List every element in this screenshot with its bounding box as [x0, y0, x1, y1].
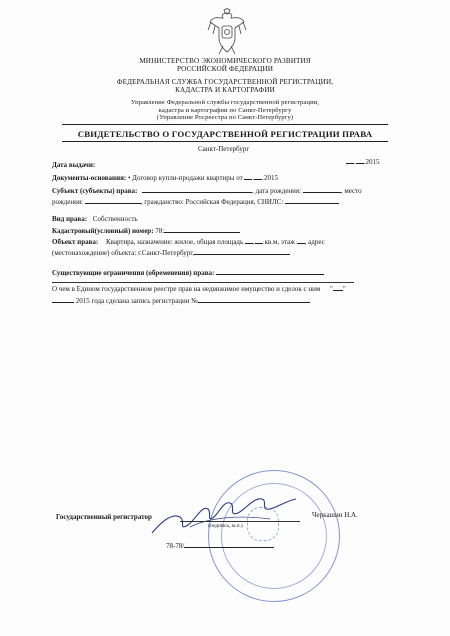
birth-date-label: , дата рождения: [252, 187, 302, 195]
restrictions-label: Существующие ограничения (обременения) права: [52, 269, 215, 277]
object-location: (местонахождение) объекта: г.Санкт-Петербург, [52, 249, 195, 257]
object-area-unit: кв.м, этаж [264, 238, 295, 246]
cadastral-label: Кадастровый(условный) номер: [52, 227, 154, 235]
subject-row [52, 186, 362, 196]
office-line-2: кадастра и картографии по Санкт-Петербургу [158, 107, 292, 114]
object-row-2 [52, 248, 290, 258]
documents-value: • Договор купли-продажи квартиры от [127, 174, 243, 182]
registration-number [166, 541, 274, 551]
subject-label: Субъект (субъекты) права: [52, 187, 138, 195]
coat-of-arms-emblem [205, 8, 249, 56]
office-line-1: Управление Федеральной службы государственной регистрации, [130, 99, 320, 106]
object-row: Объект права: Квартира, назначение: жилое, общая площадь , кв.м, этаж , адрес [52, 238, 325, 246]
cadastral-value: 78: [155, 227, 165, 235]
restrictions-rule [52, 282, 354, 283]
handwritten-signature [150, 487, 300, 537]
title-rule-bottom [62, 141, 388, 142]
restrictions-row [52, 268, 324, 278]
object-label: Объект права: [52, 238, 99, 246]
record-text: О чем в Едином государственном реестре прав на недвижимое имущество и сделок с ним [52, 285, 321, 293]
subject-row-2 [52, 197, 339, 207]
record-quote-open: " [330, 285, 333, 293]
certificate-title: СВИДЕТЕЛЬСТВО О ГОСУДАРСТВЕННОЙ РЕГИСТРАЦИИ ПРАВА [77, 129, 373, 139]
documents-label: Документы-основания: [52, 174, 127, 182]
registrar-name: Черкашин Н.А. [312, 511, 358, 519]
object-description: Квартира, назначение: жилое, общая площадь [105, 238, 244, 246]
documents-row: Документы-основания: • Договор купли-продажи квартиры от . .2015 [52, 174, 278, 182]
service-line-1: ФЕДЕРАЛЬНАЯ СЛУЖБА ГОСУДАРСТВЕННОЙ РЕГИСТРАЦИИ, [116, 78, 334, 86]
registrar-label: Государственный регистратор [56, 513, 152, 521]
signature-line [180, 521, 300, 522]
right-type-label: Вид права: [52, 215, 88, 223]
birth-place-label-b: рождения: [52, 198, 83, 206]
office-line-3: (Управление Росреестра по Санкт-Петербургу) [156, 114, 294, 121]
ministry-line-2: РОССИЙСКОЙ ФЕДЕРАЦИИ [176, 65, 274, 73]
citizenship-text: , гражданство: Российская Федерация, СНИЛС: [140, 198, 284, 206]
right-type-value: Собственность [92, 215, 138, 223]
record-row-1 [52, 284, 346, 294]
signature-hint: (подпись, м.п.) [208, 523, 243, 529]
cadastral-row [52, 226, 240, 236]
record-row-2 [52, 296, 310, 306]
birth-place-label-a: , место [340, 187, 362, 195]
right-type-row [52, 215, 138, 224]
record-quote-close: " [342, 285, 346, 293]
ministry-line-1: МИНИСТЕРСТВО ЭКОНОМИЧЕСКОГО РАЗВИТИЯ [139, 57, 311, 65]
city-label: Санкт-Петербург [198, 145, 250, 153]
service-line-2: КАДАСТРА И КАРТОГРАФИИ [175, 86, 275, 94]
issue-date-label: Дата выдачи: [52, 161, 96, 169]
object-address-label: , адрес [304, 238, 325, 246]
record-number-label: 2015 года сделана запись регистрации № [75, 297, 198, 305]
title-rule-top [62, 124, 388, 125]
issue-date-value: . .2015 [346, 157, 380, 167]
registration-number-prefix: 78-78/ [166, 542, 185, 550]
